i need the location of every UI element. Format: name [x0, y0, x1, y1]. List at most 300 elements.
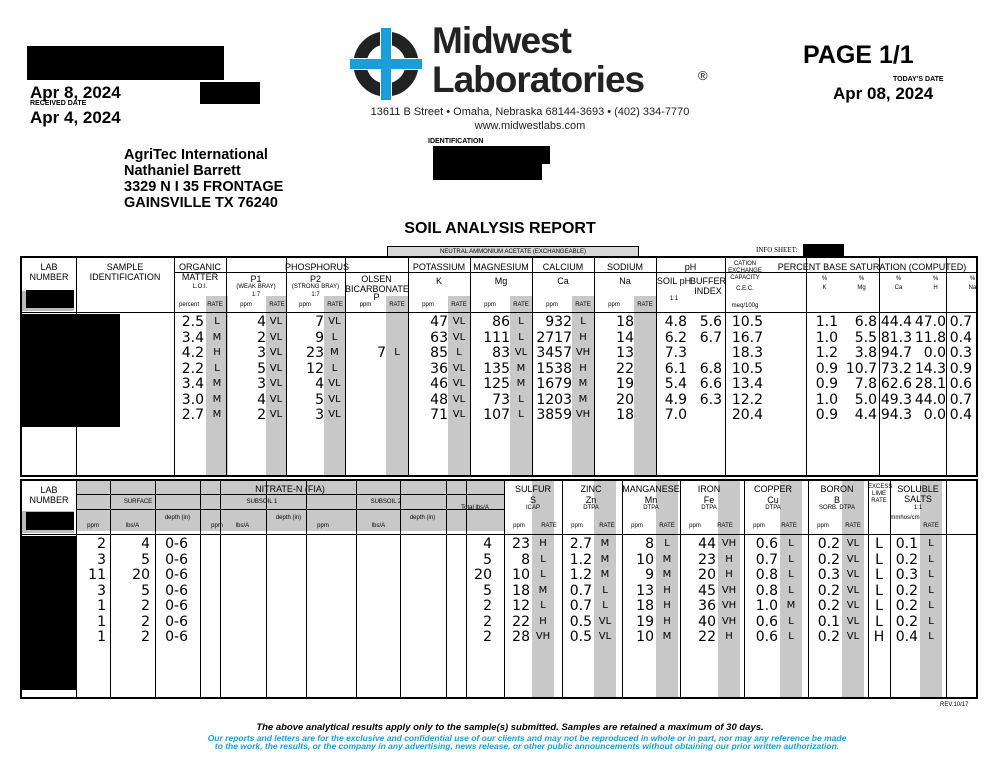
report-title: SOIL ANALYSIS REPORT — [404, 220, 596, 237]
unit-rate: RATE — [599, 523, 615, 529]
unit-rate: RATE — [659, 523, 675, 529]
identification-label: IDENTIFICATION — [428, 138, 484, 145]
pbs-header: PERCENT BASE SATURATION (COMPUTED) — [777, 262, 967, 272]
unit-rate: RATE — [845, 523, 861, 529]
p1-rate: VL — [269, 378, 283, 389]
om-rate: L — [214, 362, 220, 374]
boron-value: 0.2 — [817, 598, 840, 614]
buffer-value: 6.3 — [699, 391, 722, 408]
redacted-identification-1 — [433, 146, 550, 164]
k-rate: VL — [452, 378, 466, 389]
unit-rate: RATE — [207, 302, 223, 308]
k-value: 36 — [430, 360, 448, 377]
iron-value: 40 — [698, 613, 716, 630]
p2-rate: VL — [328, 316, 341, 327]
copper-rate: L — [788, 615, 794, 627]
unit-ppm: ppm — [689, 523, 701, 529]
redacted-lab-number — [26, 512, 74, 530]
unit-percent: percent — [178, 302, 199, 308]
iron-rate: VH — [721, 584, 737, 596]
excess-lime-header: EXCESS LIME RATE — [868, 484, 893, 504]
buffer-value: 6.6 — [699, 376, 722, 392]
received-date: Apr 4, 2024 — [30, 108, 121, 127]
manganese-rate: H — [663, 584, 671, 596]
redacted-client-name — [27, 46, 224, 80]
k-value: 71 — [430, 407, 448, 423]
bs-na-value: 0.4 — [949, 329, 972, 346]
surface-lbs: 5 — [141, 582, 150, 599]
unit-lbs: lbs/A — [125, 523, 140, 529]
bs-k-value: 0.9 — [815, 360, 838, 377]
boron-rate: VL — [846, 600, 860, 611]
bs-h-value: 14.3 — [914, 360, 946, 377]
ca-label: Ca — [557, 276, 569, 286]
bs-ca-value: 94.7 — [880, 345, 912, 361]
lab-number-header: LAB NUMBER — [29, 262, 69, 282]
mg-value: 86 — [492, 314, 510, 330]
boron-rate: VL — [846, 569, 860, 580]
om-rate: M — [212, 409, 222, 420]
unit-ppm: ppm — [87, 523, 99, 529]
sulfur-value: 18 — [512, 582, 530, 599]
zinc-value: 2.7 — [569, 536, 592, 552]
unit-lbs: lbs/A — [235, 523, 250, 529]
cec-header: CATION EXCHANGE CAPACITY — [728, 261, 762, 281]
surface-depth: 0-6 — [165, 613, 188, 630]
micronutrient-table — [20, 479, 978, 699]
ca-rate: M — [578, 378, 588, 389]
k-value: 48 — [430, 391, 448, 408]
boron-rate: VL — [846, 538, 860, 549]
surface-ppm: 2 — [97, 536, 106, 552]
soluble-salts-rate: L — [928, 631, 934, 642]
bs-mg-value: 5.5 — [854, 329, 877, 346]
unit-rate: RATE — [451, 302, 467, 308]
iron-value: 22 — [698, 629, 716, 645]
p1-rate: VL — [269, 409, 283, 420]
todays-date: Apr 08, 2024 — [833, 84, 934, 103]
customer-address — [124, 147, 283, 211]
boron-value: 0.2 — [817, 582, 840, 599]
unit-depth: depth (in) — [275, 515, 302, 521]
sulfur-value: 28 — [512, 629, 530, 645]
cec-abbr: C.E.C. — [736, 286, 754, 292]
magnesium-header: MAGNESIUM — [473, 262, 529, 272]
manganese-rate: L — [664, 538, 670, 549]
p2-value: 9 — [315, 329, 324, 346]
header-divider — [76, 509, 504, 510]
iron-value: 36 — [698, 598, 716, 614]
p2-value: 4 — [315, 376, 324, 392]
ca-value: 2717 — [536, 329, 572, 346]
excess-lime-value: L — [875, 551, 883, 568]
bs-mg-value: 5.0 — [854, 391, 877, 408]
sulfur-rate: L — [540, 600, 546, 611]
excess-lime-value: L — [875, 598, 883, 614]
na-value: 19 — [616, 376, 634, 392]
ph-header: pH — [684, 262, 697, 272]
iron-rate: VH — [721, 538, 737, 549]
p1-rate: VL — [269, 316, 283, 327]
p1-rate: VL — [269, 362, 283, 374]
header-divider — [174, 272, 976, 273]
logo-word-midwest: Midwest — [432, 20, 571, 61]
om-value: 3.0 — [181, 391, 204, 408]
surface-lbs: 20 — [132, 567, 150, 583]
manganese-value: 18 — [636, 598, 654, 614]
mg-rate: VL — [514, 347, 528, 358]
p1-value: 4 — [257, 391, 266, 408]
header-bottom-divider — [22, 534, 976, 535]
footer-confidential-2: to the work, the results, or the company in any advertising, news release, or other public announcements without obtaining our prior written authorization. — [214, 741, 840, 751]
ca-rate: H — [579, 362, 587, 374]
surface-depth: 0-6 — [165, 582, 188, 599]
iron-rate: VH — [721, 615, 737, 627]
copper-symbol: Cu — [767, 495, 779, 505]
sulfur-symbol: S — [529, 495, 536, 505]
na-value: 14 — [616, 329, 634, 346]
iron-rate: H — [725, 553, 733, 565]
bs-ca-value: 49.3 — [880, 391, 912, 408]
p1-rate: VL — [269, 347, 283, 358]
na-label: Na — [619, 276, 631, 286]
p2-rate: VL — [328, 378, 341, 389]
buffer-value: 6.8 — [699, 360, 722, 377]
bs-h-value: 0.0 — [923, 345, 946, 361]
unit-rate: RATE — [541, 523, 557, 529]
unit-ppm: ppm — [571, 523, 583, 529]
surface-ppm: 11 — [88, 567, 106, 583]
p1-value: 3 — [257, 376, 266, 392]
ca-value: 932 — [545, 314, 572, 330]
soluble-salts-rate: L — [928, 600, 934, 611]
boron-value: 0.2 — [817, 551, 840, 568]
boron-value: 0.1 — [817, 613, 840, 630]
bs-k-value: 1.0 — [815, 391, 838, 408]
bs-h-value: 47.0 — [914, 314, 946, 330]
sulfur-value: 23 — [512, 536, 530, 552]
subsoil1-header: SUBSOIL 1 — [246, 499, 278, 505]
p1-sub: (WEAK BRAY) — [236, 284, 276, 290]
manganese-method: DTPA — [643, 505, 659, 511]
bs-k-value: 0.9 — [815, 376, 838, 392]
info-sheet-label: INFO SHEET: — [756, 246, 798, 254]
bs-ca-value: 94.3 — [880, 407, 912, 423]
customer-street: 3329 N I 35 FRONTAGE — [124, 179, 284, 195]
bs-ca-value: 81.3 — [880, 329, 912, 346]
boron-rate: VL — [846, 631, 860, 642]
sulfur-rate: H — [539, 615, 547, 627]
surface-depth: 0-6 — [165, 536, 188, 552]
bs-k-value: 1.1 — [815, 314, 838, 330]
loi-label: L.O.I. — [192, 284, 208, 290]
manganese-rate: H — [663, 600, 671, 611]
manganese-rate: H — [663, 615, 671, 627]
redacted-identification-2 — [433, 164, 542, 180]
bs-na-pct: % — [969, 276, 976, 282]
surface-lbs: 2 — [141, 598, 150, 614]
sodium-header: SODIUM — [607, 262, 643, 272]
boron-method: SORB. DTPA — [819, 505, 855, 511]
p2-ratio: 1:7 — [311, 292, 320, 298]
p1-rate: VL — [269, 393, 283, 405]
excess-lime-value: H — [873, 629, 885, 645]
total-header: Total lbs/A — [461, 505, 489, 511]
na-value: 20 — [616, 391, 634, 408]
total-lbs: 2 — [483, 598, 492, 614]
bs-na-value: 0.7 — [949, 314, 972, 330]
na-value: 22 — [616, 360, 634, 377]
unit-ppm: ppm — [513, 523, 525, 529]
iron-symbol: Fe — [703, 495, 715, 505]
unit-rate: RATE — [575, 302, 591, 308]
sulfur-value: 22 — [512, 613, 530, 630]
redacted-account — [200, 82, 260, 104]
p2-sub: (STRONG BRAY) — [291, 284, 340, 290]
mg-rate: L — [518, 409, 524, 420]
bs-k-value: 0.9 — [815, 407, 838, 423]
bs-h-value: 11.8 — [914, 329, 946, 346]
zinc-value: 0.7 — [569, 598, 592, 614]
footer-disclaimer: The above analytical results apply only to the sample(s) submitted. Samples are retained a maximum of 30 days. — [256, 722, 764, 733]
om-value: 2.2 — [181, 360, 204, 377]
bs-na-value: 0.7 — [949, 391, 972, 408]
copper-value: 0.8 — [755, 582, 778, 599]
manganese-value: 19 — [636, 613, 654, 630]
revision: REV.10/17 — [940, 702, 969, 708]
soluble-salts-value: 0.1 — [895, 536, 918, 552]
copper-rate: L — [788, 584, 794, 596]
om-value: 2.5 — [181, 314, 204, 330]
unit-ppm: ppm — [317, 523, 329, 529]
iron-method: DTPA — [701, 505, 717, 511]
bs-na-value: 0.4 — [949, 407, 972, 423]
bs-na-value: 0.6 — [949, 376, 972, 392]
unit-ppm: ppm — [753, 523, 765, 529]
k-rate: VL — [452, 331, 466, 343]
bs-h-value: 0.0 — [923, 407, 946, 423]
mg-value: 125 — [483, 376, 510, 392]
organic-matter-header: ORGANIC MATTER — [178, 262, 221, 282]
bs-mg-value: 10.7 — [845, 360, 877, 377]
total-lbs: 4 — [483, 536, 492, 552]
mg-rate: M — [516, 362, 526, 374]
bs-mg-value: 7.8 — [854, 376, 877, 392]
soluble-salts-value: 0.2 — [895, 551, 918, 568]
cec-value: 18.3 — [731, 345, 763, 361]
ss-ratio: 1:1 — [913, 505, 923, 511]
sulfur-rate: L — [540, 569, 546, 580]
om-rate: L — [214, 316, 220, 327]
boron-symbol: B — [833, 495, 840, 505]
manganese-value: 8 — [645, 536, 654, 552]
na-value: 18 — [616, 407, 634, 423]
surface-ppm: 1 — [97, 629, 106, 645]
soluble-salts-rate: L — [928, 553, 934, 565]
surface-ppm: 1 — [97, 613, 106, 630]
zinc-rate: M — [600, 569, 610, 580]
soluble-salts-rate: L — [928, 569, 934, 580]
unit-ppm: ppm — [211, 523, 223, 529]
report-date: Apr 8, 2024 — [30, 83, 121, 102]
total-lbs: 2 — [483, 613, 492, 630]
boron-header: BORON — [820, 484, 854, 494]
cec-value: 13.4 — [731, 376, 763, 392]
iron-rate: H — [725, 631, 733, 642]
ca-rate: L — [580, 316, 586, 327]
bs-h-value: 44.0 — [914, 391, 946, 408]
soil-ph-value: 5.4 — [664, 376, 687, 392]
manganese-symbol: Mn — [644, 495, 658, 505]
bs-k-value: 1.2 — [815, 345, 838, 361]
p2-rate: VL — [328, 393, 341, 405]
p2-label: P2 — [309, 274, 321, 284]
zinc-rate: VL — [598, 615, 612, 627]
header-divider — [76, 494, 504, 495]
olsen-value: 7 — [377, 345, 386, 361]
k-rate: VL — [452, 362, 466, 374]
p2-value: 12 — [306, 360, 324, 377]
bs-ca-pct: % — [895, 276, 902, 282]
soluble-salts-rate: L — [928, 615, 934, 627]
zinc-value: 0.7 — [569, 582, 592, 599]
soluble-salts-value: 0.4 — [895, 629, 918, 645]
bs-h-value: 28.1 — [914, 376, 946, 392]
om-rate: M — [212, 393, 222, 405]
unit-ppm: ppm — [608, 302, 620, 308]
lab-number-header: LAB NUMBER — [29, 485, 69, 505]
sulfur-rate: M — [538, 584, 548, 596]
excess-lime-value: L — [875, 613, 883, 630]
copper-rate: L — [788, 569, 794, 580]
copper-header: COPPER — [753, 484, 792, 494]
redacted-info-sheet — [803, 244, 844, 256]
p1-value: 2 — [257, 329, 266, 346]
customer-company: AgriTec International — [124, 147, 268, 163]
sulfur-header: SULFUR — [514, 484, 551, 494]
om-value: 3.4 — [181, 376, 204, 392]
p2-rate: M — [330, 347, 339, 358]
sample-id-header: SAMPLE IDENTIFICATION — [89, 262, 161, 282]
om-value: 3.4 — [181, 329, 204, 346]
boron-rate: VL — [846, 584, 860, 596]
copper-value: 0.6 — [755, 613, 778, 630]
midwest-logo — [350, 20, 720, 102]
unit-depth: depth (in) — [409, 515, 436, 521]
subsoil2-header: SUBSOIL 2 — [370, 499, 402, 505]
phosphorus-header: PHOSPHORUS — [284, 262, 349, 272]
zinc-rate: L — [602, 600, 608, 611]
total-lbs: 2 — [483, 629, 492, 645]
olsen-rate: L — [394, 347, 400, 358]
p1-value: 5 — [257, 360, 266, 377]
mg-value: 107 — [483, 407, 510, 423]
mg-rate: L — [518, 331, 524, 343]
mg-value: 73 — [492, 391, 510, 408]
manganese-value: 10 — [636, 551, 654, 568]
unit-depth: depth (in) — [164, 515, 191, 521]
p1-value: 4 — [257, 314, 266, 330]
ca-rate: H — [579, 331, 587, 343]
surface-lbs: 5 — [141, 551, 150, 568]
bs-mg-value: 3.8 — [854, 345, 877, 361]
p1-value: 3 — [257, 345, 266, 361]
surface-depth: 0-6 — [165, 551, 188, 568]
soil-ph-label: SOIL pH — [656, 276, 692, 286]
zinc-header: ZINC — [580, 484, 602, 494]
copper-rate: M — [786, 600, 796, 611]
buffer-value: 5.6 — [699, 314, 722, 330]
sulfur-rate: L — [540, 553, 546, 565]
registered-mark: ® — [698, 68, 708, 83]
ca-value: 1679 — [536, 376, 572, 392]
ca-value: 3457 — [536, 345, 572, 361]
cec-value: 10.5 — [731, 314, 763, 330]
copper-method: DTPA — [765, 505, 781, 511]
unit-rate: RATE — [513, 302, 529, 308]
copper-rate: L — [788, 538, 794, 549]
total-lbs: 20 — [474, 567, 492, 583]
olsen-p: P — [373, 292, 380, 302]
ca-rate: M — [578, 393, 588, 405]
iron-rate: H — [725, 569, 733, 580]
unit-ppm: ppm — [484, 302, 496, 308]
k-rate: L — [456, 347, 462, 358]
cec-unit: meq/100g — [731, 303, 759, 309]
bs-h-pct: % — [932, 276, 939, 282]
sulfur-value: 12 — [512, 598, 530, 614]
lab-website[interactable]: www.midwestlabs.com — [474, 120, 586, 132]
unit-ppm: ppm — [299, 302, 311, 308]
iron-value: 44 — [698, 536, 716, 552]
soluble-salts-rate: L — [928, 584, 934, 596]
manganese-header: MANGANESE — [622, 484, 680, 494]
total-lbs: 5 — [483, 551, 492, 568]
received-date-label: RECEIVED DATE — [30, 100, 87, 107]
olsen-label: OLSEN BICARBONATE — [345, 274, 409, 294]
mg-value: 135 — [483, 360, 510, 377]
om-value: 4.2 — [181, 345, 204, 361]
p2-value: 5 — [315, 391, 324, 408]
surface-lbs: 4 — [141, 536, 150, 552]
nitrate-header: NITRATE-N (FIA) — [255, 484, 325, 494]
manganese-value: 13 — [636, 582, 654, 599]
bs-mg-pct: % — [858, 276, 865, 282]
manganese-value: 10 — [636, 629, 654, 645]
redacted-lab-number — [26, 290, 74, 308]
copper-value: 0.6 — [755, 536, 778, 552]
zinc-rate: M — [600, 538, 610, 549]
iron-header: IRON — [697, 484, 721, 494]
sulfur-method: ICAP — [525, 505, 540, 511]
excess-lime-value: L — [875, 582, 883, 599]
bs-ca-value: 73.2 — [880, 360, 912, 377]
p2-rate: L — [331, 331, 338, 343]
bs-na-value: 0.9 — [949, 360, 972, 377]
copper-value: 1.0 — [755, 598, 778, 614]
na-value: 18 — [616, 314, 634, 330]
mg-rate: L — [518, 316, 524, 327]
ca-value: 1538 — [536, 360, 572, 377]
iron-rate: VH — [721, 600, 737, 611]
manganese-value: 9 — [645, 567, 654, 583]
todays-date-label: TODAY'S DATE — [893, 76, 944, 83]
k-label: K — [435, 276, 442, 286]
zinc-value: 1.2 — [569, 551, 592, 568]
zinc-rate: M — [600, 553, 610, 565]
iron-value: 23 — [698, 551, 716, 568]
soil-ph-value: 7.3 — [664, 345, 687, 361]
